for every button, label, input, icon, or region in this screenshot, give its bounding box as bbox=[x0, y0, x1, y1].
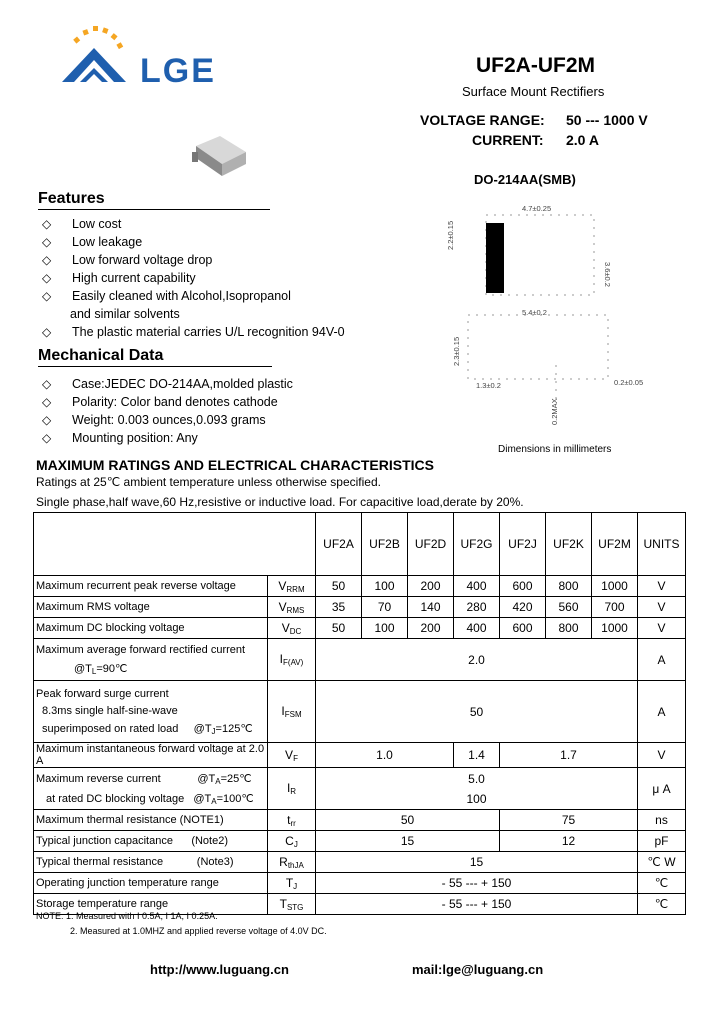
diamond-bullet-icon: ◇ bbox=[42, 217, 52, 231]
list-item: ◇ High current capability bbox=[42, 271, 196, 285]
table-row: Storage temperature range $T_{STG}$ - 55 --- + 150 ℃ bbox=[34, 894, 686, 915]
diamond-bullet-icon: ◇ bbox=[42, 325, 52, 339]
list-item: ◇ Low cost bbox=[42, 217, 122, 231]
table-row: Typical junction capacitance (Note2) $C_J$ 15 12 pF bbox=[34, 831, 686, 852]
diamond-bullet-icon: ◇ bbox=[42, 235, 52, 249]
diamond-bullet-icon: ◇ bbox=[42, 413, 52, 427]
table-row: Operating junction temperature range $T_J$ - 55 --- + 150 ℃ bbox=[34, 873, 686, 894]
part-number: UF2A-UF2M bbox=[476, 54, 595, 77]
table-row: Maximum recurrent peak reverse voltage $V_{RRM}$ 50 100 200 400 600 800 1000 V bbox=[34, 576, 686, 597]
column-header: UF2A bbox=[316, 513, 362, 576]
table-row: Maximum DC blocking voltage $V_{DC}$ 50 100 200 400 600 800 1000 V bbox=[34, 618, 686, 639]
list-item: ◇ Mounting position: Any bbox=[42, 431, 198, 445]
column-header: UF2D bbox=[408, 513, 454, 576]
logo-mark-icon bbox=[58, 20, 138, 90]
diamond-bullet-icon: ◇ bbox=[42, 431, 52, 445]
column-header: UF2B bbox=[362, 513, 408, 576]
list-item: ◇ Weight: 0.003 ounces,0.093 grams bbox=[42, 413, 266, 427]
table-header-row bbox=[34, 513, 686, 576]
dim-label: 2.3±0.15 bbox=[452, 336, 461, 366]
footnote-1: NOTE: 1. Measured with I 0.5A, I 1A, I 0.25A. bbox=[36, 911, 218, 921]
dim-label: 3.6±0.2 bbox=[603, 262, 612, 287]
current-value: 2.0 A bbox=[566, 132, 599, 148]
column-header: UF2M bbox=[592, 513, 638, 576]
mechanical-list bbox=[38, 375, 368, 447]
table-row: Maximum thermal resistance (NOTE1) $t_{rr}$ 50 75 ns bbox=[34, 810, 686, 831]
table-row: Peak forward surge current 8.3ms single half-sine-wave superimposed on rated load $@T_J=125℃$ $I_{FSM}$ 50 A bbox=[34, 681, 686, 743]
diamond-bullet-icon: ◇ bbox=[42, 377, 52, 391]
column-header: UF2G bbox=[454, 513, 500, 576]
voltage-range-label: VOLTAGE RANGE: bbox=[420, 112, 545, 128]
product-subtitle: Surface Mount Rectifiers bbox=[462, 84, 605, 99]
list-item: ◇ Case:JEDEC DO-214AA,molded plastic bbox=[42, 377, 293, 391]
features-list bbox=[38, 215, 368, 341]
dim-label: 1.3±0.2 bbox=[476, 381, 501, 390]
table-row: Typical thermal resistance (Note3) $R_{thJA}$ 15 ℃ W bbox=[34, 852, 686, 873]
cathode-band bbox=[486, 223, 504, 293]
dim-label: 4.7±0.25 bbox=[522, 204, 552, 213]
diagram-caption: Dimensions in millimeters bbox=[498, 444, 612, 455]
dim-label: 5.4±0.2 bbox=[522, 308, 547, 317]
current-label: CURRENT: bbox=[472, 132, 544, 148]
list-item-continuation: and similar solvents bbox=[70, 307, 180, 321]
table-row: Maximum instantaneous forward voltage at 2.0 A $V_F$ 1.0 1.4 1.7 V bbox=[34, 743, 686, 768]
voltage-range-value: 50 --- 1000 V bbox=[566, 112, 648, 128]
features-heading: Features bbox=[38, 190, 270, 210]
diamond-bullet-icon: ◇ bbox=[42, 271, 52, 285]
footnote-2: 2. Measured at 1.0MHZ and applied reverse voltage of 4.0V DC. bbox=[70, 926, 327, 936]
dim-label: 0.2MAX bbox=[550, 398, 559, 425]
dim-label: 2.2±0.15 bbox=[446, 220, 455, 250]
list-item: ◇ Low leakage bbox=[42, 235, 143, 249]
mechanical-heading: Mechanical Data bbox=[38, 347, 272, 367]
diamond-bullet-icon: ◇ bbox=[42, 253, 52, 267]
table-row: Maximum RMS voltage $V_{RMS}$ 35 70 140 280 420 560 700 V bbox=[34, 597, 686, 618]
package-name: DO-214AA(SMB) bbox=[474, 172, 576, 187]
component-image bbox=[190, 132, 250, 180]
table-row: Maximum reverse current $@T_A=25℃$ at rated DC blocking voltage $@T_A=100℃$ $I_R$ 5.0 100 μ A bbox=[34, 768, 686, 810]
brand-name: LGE bbox=[140, 52, 216, 90]
website-link[interactable]: http://www.luguang.cn bbox=[150, 962, 289, 977]
list-item: ◇ Polarity: Color band denotes cathode bbox=[42, 395, 278, 409]
list-item: ◇ The plastic material carries U/L recognition 94V-0 bbox=[42, 325, 345, 339]
ratings-title: MAXIMUM RATINGS AND ELECTRICAL CHARACTERISTICS bbox=[36, 457, 434, 473]
column-header: UF2J bbox=[500, 513, 546, 576]
list-item: ◇ Low forward voltage drop bbox=[42, 253, 213, 267]
units-header: UNITS bbox=[638, 513, 686, 576]
table-row: Maximum average forward rectified current $@T_L=90℃$ $I_{F(AV)}$ 2.0 A bbox=[34, 639, 686, 681]
diamond-bullet-icon: ◇ bbox=[42, 289, 52, 303]
email-link[interactable]: mail:lge@luguang.cn bbox=[412, 962, 544, 977]
ratings-note-2: Single phase,half wave,60 Hz,resistive or inductive load. For capacitive load,derate by 20%. bbox=[36, 495, 524, 509]
ratings-table bbox=[33, 512, 686, 915]
diamond-bullet-icon: ◇ bbox=[42, 395, 52, 409]
package-dimension-diagram bbox=[440, 195, 680, 425]
company-logo bbox=[58, 20, 138, 90]
dim-label: 0.2±0.05 bbox=[614, 378, 644, 387]
column-header: UF2K bbox=[546, 513, 592, 576]
list-item: ◇ Easily cleaned with Alcohol,Isopropanol bbox=[42, 289, 291, 303]
ratings-note-1: Ratings at 25℃ ambient temperature unless otherwise specified. bbox=[36, 475, 381, 489]
